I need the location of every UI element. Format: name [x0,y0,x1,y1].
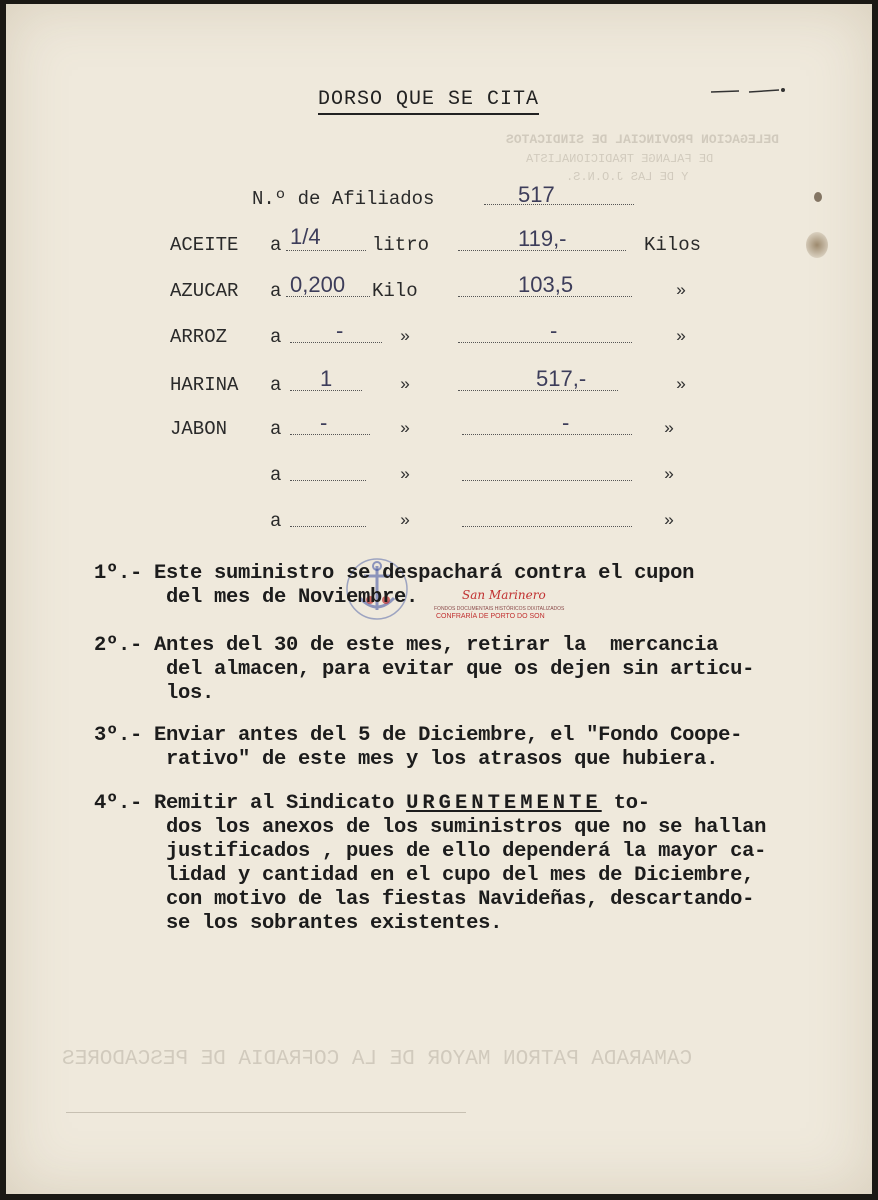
dotted-line [484,204,634,205]
supply-rate: 1/4 [290,224,321,249]
supply-qty: 119,- [518,226,567,251]
note-line: Remitir al Sindicato [154,792,407,815]
supply-qty: 103,5 [518,272,574,297]
note-number: 1º.- [94,562,143,585]
pen-mark [709,86,791,96]
dotted-line [462,480,632,481]
note-number: 4º.- [94,792,143,815]
note-line: dos los anexos de los suministros que no se hallan [166,816,767,839]
note-line: Enviar antes del 5 de Diciembre, el "Fondo Coope- [154,724,743,747]
supply-unit: » [400,466,411,485]
supply-unit: » [400,512,411,531]
supply-qty: 517,- [536,366,587,391]
bleed-through-line: CAMARADA PATRON MAYOR DE LA COFRADIA DE PESCADORES [62,1048,693,1071]
note-line: del almacen, para evitar que os dejen sin articu- [166,658,755,681]
supply-rate: 0,200 [290,272,346,297]
ink-stain [806,232,828,258]
faint-rule [66,1112,466,1113]
bleed-through-line: DE FALANGE TRADICIONALISTA [526,152,714,166]
note-2 [94,634,872,706]
affiliates-label: N.º de Afiliados [252,188,435,210]
note-number: 2º.- [94,634,143,657]
note-line: del mes de Noviembre. [166,586,419,609]
supply-product: HARINA [170,374,239,396]
dotted-line [290,526,366,527]
supply-unit2: » [664,512,675,531]
dotted-line [462,526,632,527]
dotted-line [458,342,632,343]
affiliates-value: 517 [518,182,555,207]
supply-a: a [270,510,282,532]
dotted-line [290,480,366,481]
bleed-through-line: DELEGACION PROVINCIAL DE SINDICATOS [506,132,780,147]
note-4 [94,792,872,936]
note-line: Antes del 30 de este mes, retirar la mercancia [154,634,719,657]
supply-unit: Kilo [372,280,418,302]
supply-rate: - [320,410,328,435]
dotted-line [286,250,366,251]
document-title: DORSO QUE SE CITA [318,88,539,115]
supply-unit2: » [676,376,687,395]
supply-a: a [270,374,282,396]
document-page [6,4,872,1194]
note-line: justificados , pues de ello dependerá la mayor ca- [166,840,767,863]
dotted-line [290,434,370,435]
supply-unit: litro [372,234,430,256]
supply-product: JABON [170,418,228,440]
supply-product: ARROZ [170,326,228,348]
note-1 [94,562,872,610]
supply-a: a [270,418,282,440]
note-line: lidad y cantidad en el cupo del mes de Diciembre, [166,864,755,887]
note-line: to- [601,792,650,815]
supply-qty: - [550,318,558,343]
note-number: 3º.- [94,724,143,747]
supply-rate: 1 [320,366,333,391]
stamp-line1: FONDOS DOCUMENTAIS HISTÓRICOS DIXITALIZADOS [434,606,565,612]
supply-a: a [270,280,282,302]
supply-a: a [270,464,282,486]
supply-unit2: » [664,466,675,485]
supply-qty: - [562,410,570,435]
bleed-through-line: Y DE LAS J.O.N.S. [566,170,689,184]
supply-unit2: » [676,282,687,301]
note-3 [94,724,872,772]
supply-unit: » [400,420,411,439]
supply-unit2: » [664,420,675,439]
stamp-line2: CONFRARÍA DE PORTO DO SON [436,613,545,620]
supply-unit: » [400,328,411,347]
supply-a: a [270,234,282,256]
supply-product: AZUCAR [170,280,239,302]
note-line: con motivo de las fiestas Navideñas, descartando- [166,888,755,911]
urgent-emphasis: URGENTEMENTE [406,792,602,815]
note-line: se los sobrantes existentes. [166,912,503,935]
supply-rate: - [336,318,344,343]
dotted-line [462,434,632,435]
ink-stain [814,192,822,202]
supply-unit: » [400,376,411,395]
supply-unit2: » [676,328,687,347]
supply-a: a [270,326,282,348]
note-line: los. [166,682,215,705]
supply-unit2: Kilos [644,234,702,256]
note-line: Este suministro se despachará contra el cupon [154,562,695,585]
supply-product: ACEITE [170,234,239,256]
note-line: rativo" de este mes y los atrasos que hubiera. [166,748,719,771]
stamp-script: San Marinero [462,588,546,602]
